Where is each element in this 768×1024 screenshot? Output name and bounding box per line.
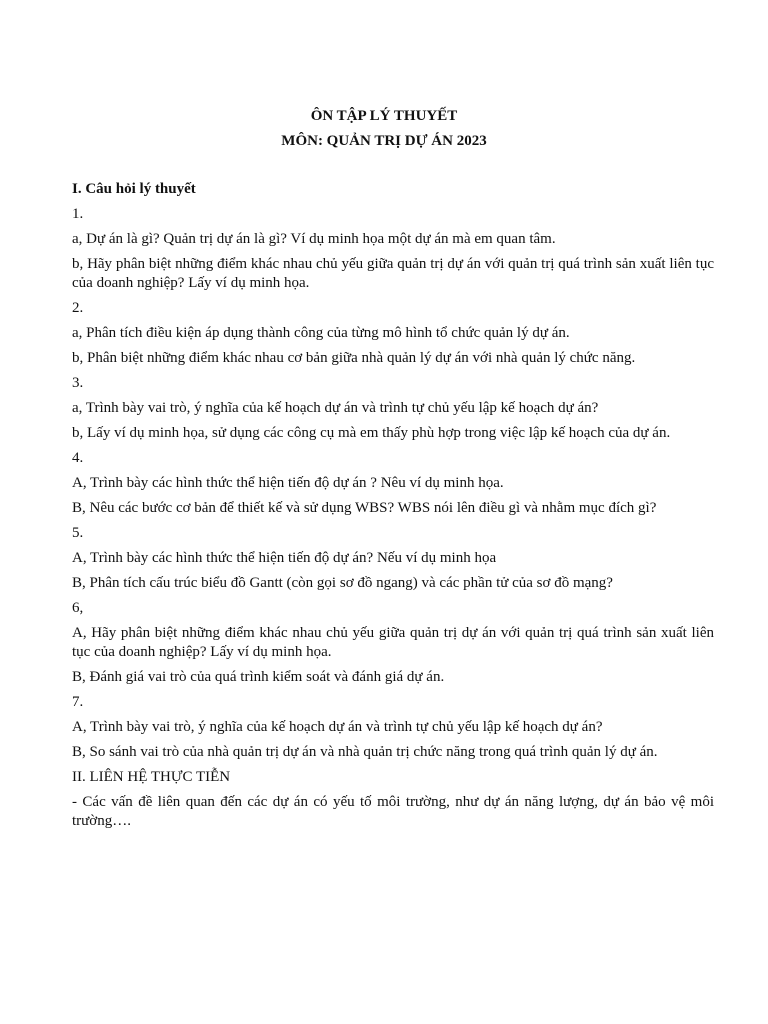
section-heading-theory: I. Câu hỏi lý thuyết	[72, 181, 196, 197]
question-item: B, Phân tích cấu trúc biểu đồ Gantt (còn gọi sơ đồ ngang) và các phần tử của sơ đồ mạng?	[72, 575, 613, 591]
question-item: a, Phân tích điều kiện áp dụng thành công của từng mô hình tổ chức quản lý dự án.	[72, 325, 570, 341]
question-item: b, Lấy ví dụ minh họa, sử dụng các công cụ mà em thấy phù hợp trong việc lập kế hoạch của dự án.	[72, 425, 671, 441]
question-number: 7.	[72, 694, 84, 710]
question-item: a, Trình bày vai trò, ý nghĩa của kế hoạch dự án và trình tự chủ yếu lập kế hoạch dự án?	[72, 400, 599, 416]
question-item: b, Phân biệt những điểm khác nhau cơ bản giữa nhà quản lý dự án với nhà quản lý chức năng.	[72, 350, 636, 366]
question-item: B, Nêu các bước cơ bản để thiết kế và sử dụng WBS? WBS nói lên điều gì và nhằm mục đích gì?	[72, 500, 657, 516]
document-subtitle: MÔN: QUẢN TRỊ DỰ ÁN 2023	[281, 133, 487, 149]
question-number: 1.	[72, 206, 84, 222]
question-number: 3.	[72, 375, 84, 391]
question-number: 5.	[72, 525, 84, 541]
question-item: A, Trình bày vai trò, ý nghĩa của kế hoạch dự án và trình tự chủ yếu lập kế hoạch dự án?	[72, 719, 603, 735]
question-item: A, Hãy phân biệt những điểm khác nhau chủ yếu giữa quản trị dự án với quản trị quá trình sản xuất liên tục của doanh nghiệp? Lấy ví dụ minh họa.	[72, 625, 714, 660]
question-number: 4.	[72, 450, 84, 466]
practice-item: - Các vấn đề liên quan đến các dự án có yếu tố môi trường, như dự án năng lượng, dự án bảo vệ môi trường….	[72, 794, 714, 829]
question-item: a, Dự án là gì? Quản trị dự án là gì? Ví dụ minh họa một dự án mà em quan tâm.	[72, 231, 556, 247]
question-item: b, Hãy phân biệt những điểm khác nhau chủ yếu giữa quản trị dự án với quản trị quá trình sản xuất liên tục của doanh nghiệp? Lấy ví dụ minh họa.	[72, 256, 714, 291]
question-item: A, Trình bày các hình thức thể hiện tiến độ dự án ? Nêu ví dụ minh họa.	[72, 475, 504, 491]
question-number: 6,	[72, 600, 84, 616]
question-item: B, So sánh vai trò của nhà quản trị dự án và nhà quản trị chức năng trong quá trình quản lý dự án.	[72, 744, 658, 760]
question-item: A, Trình bày các hình thức thể hiện tiến độ dự án? Nếu ví dụ minh họa	[72, 550, 497, 566]
document-title: ÔN TẬP LÝ THUYẾT	[310, 108, 458, 124]
question-number: 2.	[72, 300, 84, 316]
question-item: B, Đánh giá vai trò của quá trình kiểm soát và đánh giá dự án.	[72, 669, 445, 685]
document-body	[72, 180, 714, 837]
section-heading-practice: II. LIÊN HỆ THỰC TIỄN	[72, 769, 231, 785]
